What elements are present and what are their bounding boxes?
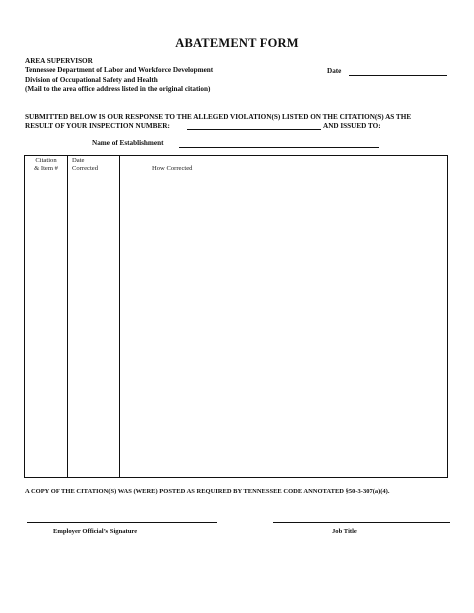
column-header-how-corrected: How Corrected [152, 165, 193, 172]
citation-item-cell[interactable] [25, 172, 67, 477]
signature-field[interactable] [27, 522, 217, 523]
establishment-name-field[interactable] [179, 147, 379, 148]
how-corrected-cell[interactable] [120, 172, 447, 477]
mailing-address-block [25, 57, 213, 94]
column-header-citation-line2: & Item # [34, 165, 58, 172]
column-header-date-corrected [72, 157, 98, 173]
submission-line-2: RESULT OF YOUR INSPECTION NUMBER: [25, 122, 170, 131]
column-header-date-line1: Date [72, 157, 85, 164]
address-line-mail-instruction: (Mail to the area office address listed in the original citation) [25, 84, 211, 93]
establishment-name-label: Name of Establishment [92, 139, 164, 147]
column-header-citation [27, 157, 65, 173]
job-title-label: Job Title [332, 528, 357, 535]
inspection-number-field[interactable] [187, 129, 321, 130]
posting-requirement-note: A COPY OF THE CITATION(S) WAS (WERE) POSTED AS REQUIRED BY TENNESSEE CODE ANNOTATED §50-3-307(a)(4). [25, 488, 390, 495]
issued-to-label: AND ISSUED TO: [323, 122, 381, 130]
job-title-field[interactable] [273, 522, 450, 523]
form-title: ABATEMENT FORM [175, 36, 299, 50]
date-corrected-cell[interactable] [68, 172, 119, 477]
column-header-citation-line1: Citation [35, 157, 57, 164]
signature-label: Employer Official’s Signature [53, 528, 138, 535]
address-line-supervisor: AREA SUPERVISOR [25, 57, 93, 65]
address-line-division: Division of Occupational Safety and Health [25, 75, 158, 84]
submission-line-1: SUBMITTED BELOW IS OUR RESPONSE TO THE ALLEGED VIOLATION(S) LISTED ON THE CITATION(S) AS THE [25, 113, 412, 121]
column-header-date-line2: Corrected [72, 165, 98, 172]
address-line-department: Tennessee Department of Labor and Workforce Development [25, 66, 214, 75]
date-label: Date [327, 67, 342, 75]
date-field[interactable] [349, 75, 447, 76]
